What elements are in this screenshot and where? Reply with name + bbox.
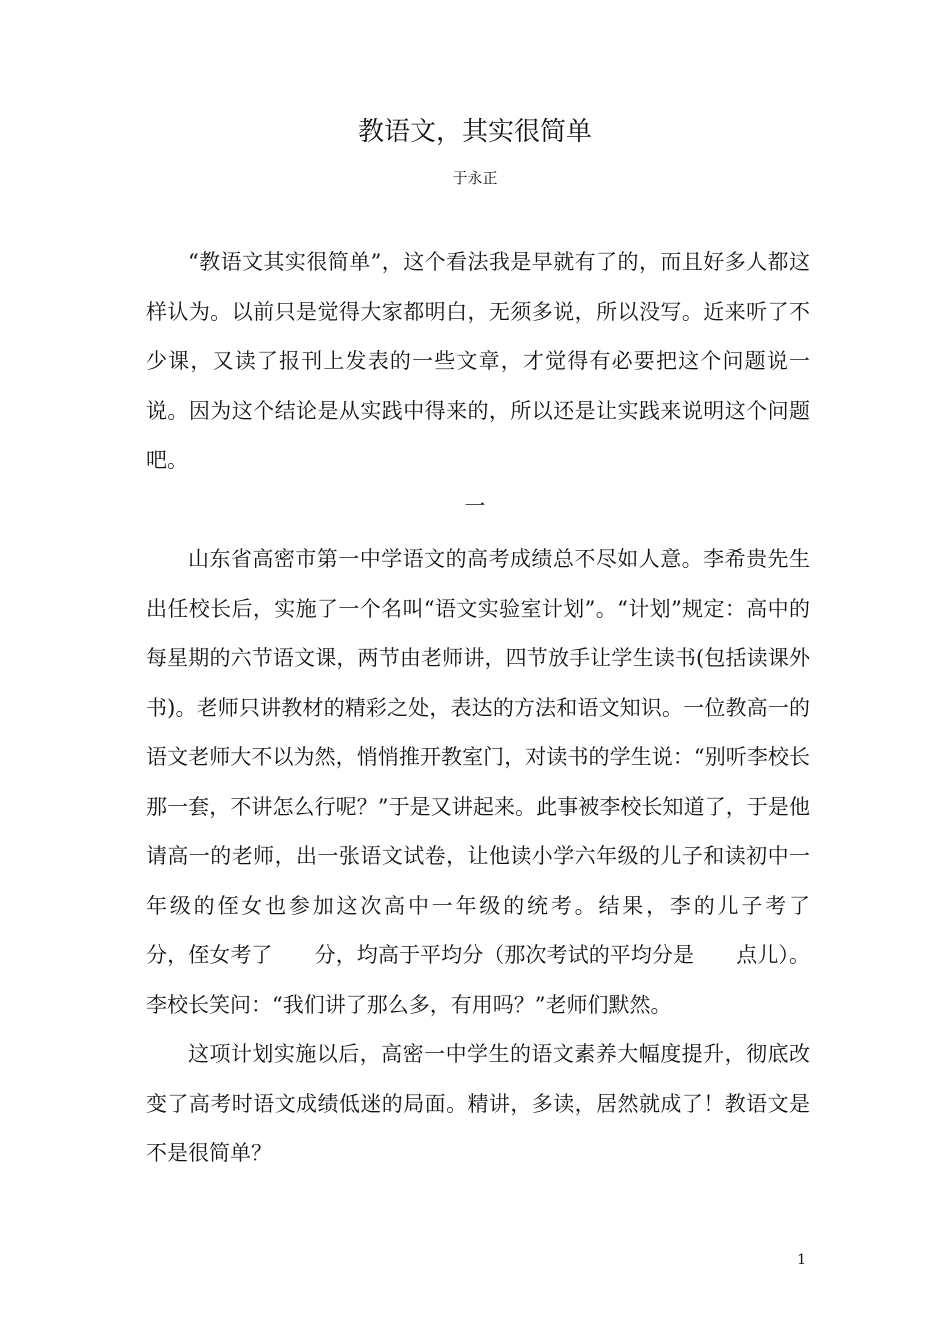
section-heading: 一 bbox=[464, 494, 486, 518]
page-number: 1 bbox=[797, 1252, 806, 1268]
article-author: 于永正 bbox=[452, 169, 498, 187]
section-one bbox=[146, 535, 852, 1179]
intro-section bbox=[146, 238, 810, 486]
article-title: 教语文，其实很简单 bbox=[357, 117, 592, 147]
body-paragraph: 这项计划实施以后，高密一中学生的语文素养大幅度提升，彻底改变了高考时语文成绩低迷的局面。精讲，多读，居然就成了！教语文是不是很简单？ bbox=[146, 1042, 810, 1165]
intro-paragraph: “教语文其实很简单”，这个看法我是早就有了的，而且好多人都这样认为。以前只是觉得大家都明白，无须多说，所以没写。近来听了不少课，又读了报刊上发表的一些文章，才觉得有必要把这个问题说一说。因为这个结论是从实践中得来的，所以还是让实践来说明这个问题吧。 bbox=[146, 250, 810, 472]
body-paragraph: 山东省高密市第一中学语文的高考成绩总不尽如人意。李希贵先生出任校长后，实施了一个名叫“语文实验室计划”。“计划”规定：高中的每星期的六节语文课，两节由老师讲，四节放手让学生读书(包括读课外书)。老师只讲教材的精彩之处，表达的方法和语文知识。一位教高一的语文老师大不以为然，悄悄推开教室门，对读书的学生说：“别听李校长那一套，不讲怎么行呢？”于是又讲起来。此事被李校长知道了，于是他请高一的老师，出一张语文试卷，让他读小学六年级的儿子和读初中一年级的侄女也参加这次高中一年级的统考。结果，李的儿子考了 分，侄女考了 分，均高于平均分（那次考试的平均分是 点儿）。李校长笑问：“我们讲了那么多，有用吗？”老师们默然。 bbox=[146, 547, 852, 1017]
